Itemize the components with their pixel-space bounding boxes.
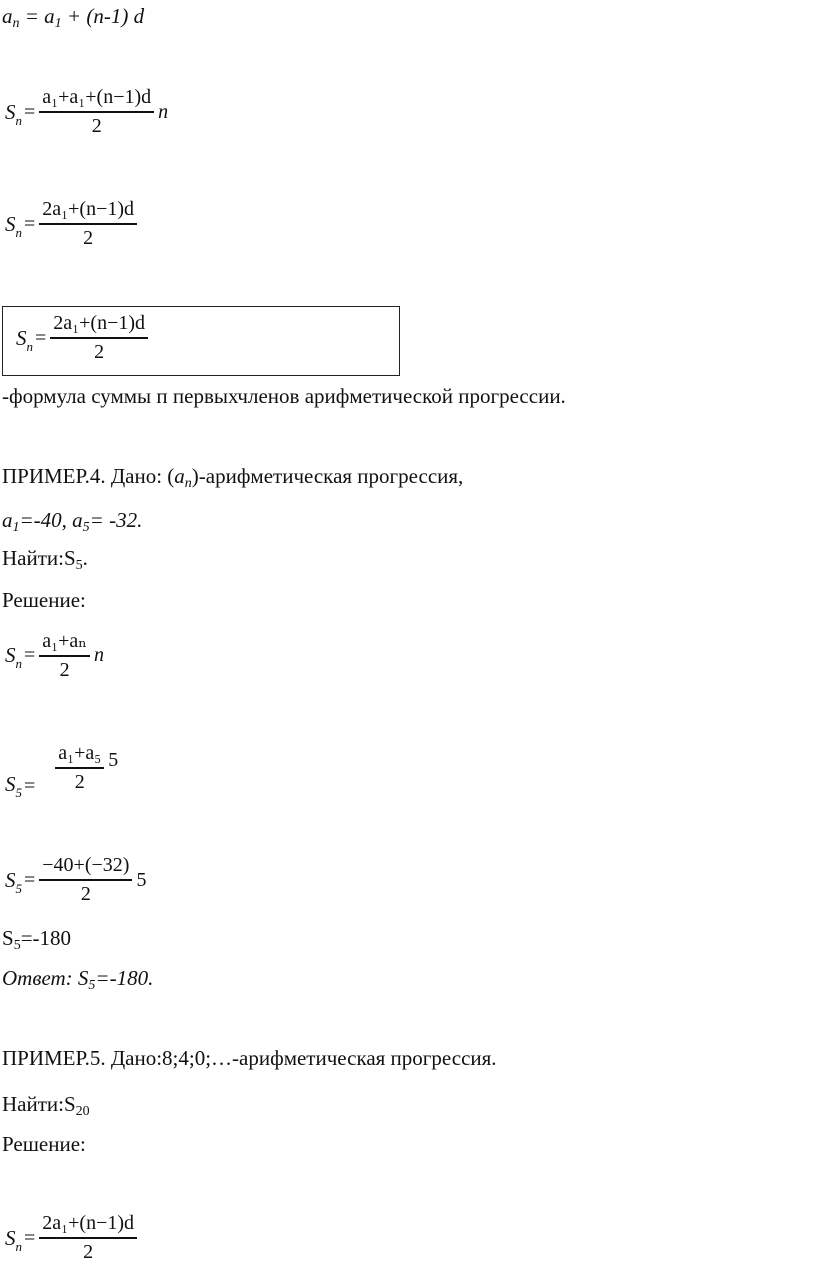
example4-formula-substituted: $S_5$ = $\frac{-40+(-32)}{2}$ 5 [5,854,147,905]
example5-solution-label: Решение: [2,1132,86,1156]
sum-formula-simplified: $S_n$ = $\frac{\text{2a₁+(n−1)d}}{2}$ [5,198,139,250]
fraction: $\frac{-40+(-32)}{2}$ [39,854,132,906]
fraction: $\frac{\text{2a₁+(n−1)d}}{2}$ [39,198,137,250]
fraction: $\frac{\text{2a₁+(n−1)d}}{2}$ [39,1212,137,1264]
sum-formula-boxed: $S_n$ = $\frac{\text{2a₁+(n−1)d}}{2}$ [16,312,150,364]
example5-title: ПРИМЕР.5. Дано:8;4;0;…-арифметическая прогрессия. [2,1046,497,1070]
fraction: $\frac{\text{a₁+aₙ}}{2}$ [39,628,90,682]
fraction: $\frac{\text{a₁+a₅}}{2}$ [55,742,104,794]
sum-formula-expanded: $S_n$ = $\frac{\text{a₁+a₁+(n−1)d}}{2}$ n [5,86,169,137]
example4-formula-general: $S_n$ = $\frac{\text{a₁+aₙ}}{2}$ n [5,630,104,681]
example4-title: ПРИМЕР.4. Дано: $(a_n)$-арифметическая прогрессия, [2,464,464,491]
example5-formula: $S_n$ = $\frac{\text{2a₁+(n−1)d}}{2}$ [5,1212,139,1264]
fraction: $\frac{\text{a₁+a₁+(n−1)d}}{2}$ [39,86,154,138]
example4-solution-label: Решение: [2,588,86,612]
fraction: $\frac{\text{2a₁+(n−1)d}}{2}$ [50,312,148,364]
example4-find: $Найти:S_5$. [2,546,88,573]
example4-formula-s5: $S_5$ = $\frac{\text{a₁+a₅}}{2}$ 5 [5,742,119,800]
nth-term-formula: $a_n = a_1 + (n-1)$ d [2,4,145,31]
formula-caption: -формула суммы п первыхчленов арифметической прогрессии. [2,384,566,408]
example5-find: $Найти:S_{20}$ [2,1092,90,1119]
example4-answer: Ответ: $S_5=-180$. [2,966,154,993]
example4-result: $S_5=-180$ [2,926,72,953]
example4-given: $a_1=-40$, $a_5= -32$. [2,508,143,535]
